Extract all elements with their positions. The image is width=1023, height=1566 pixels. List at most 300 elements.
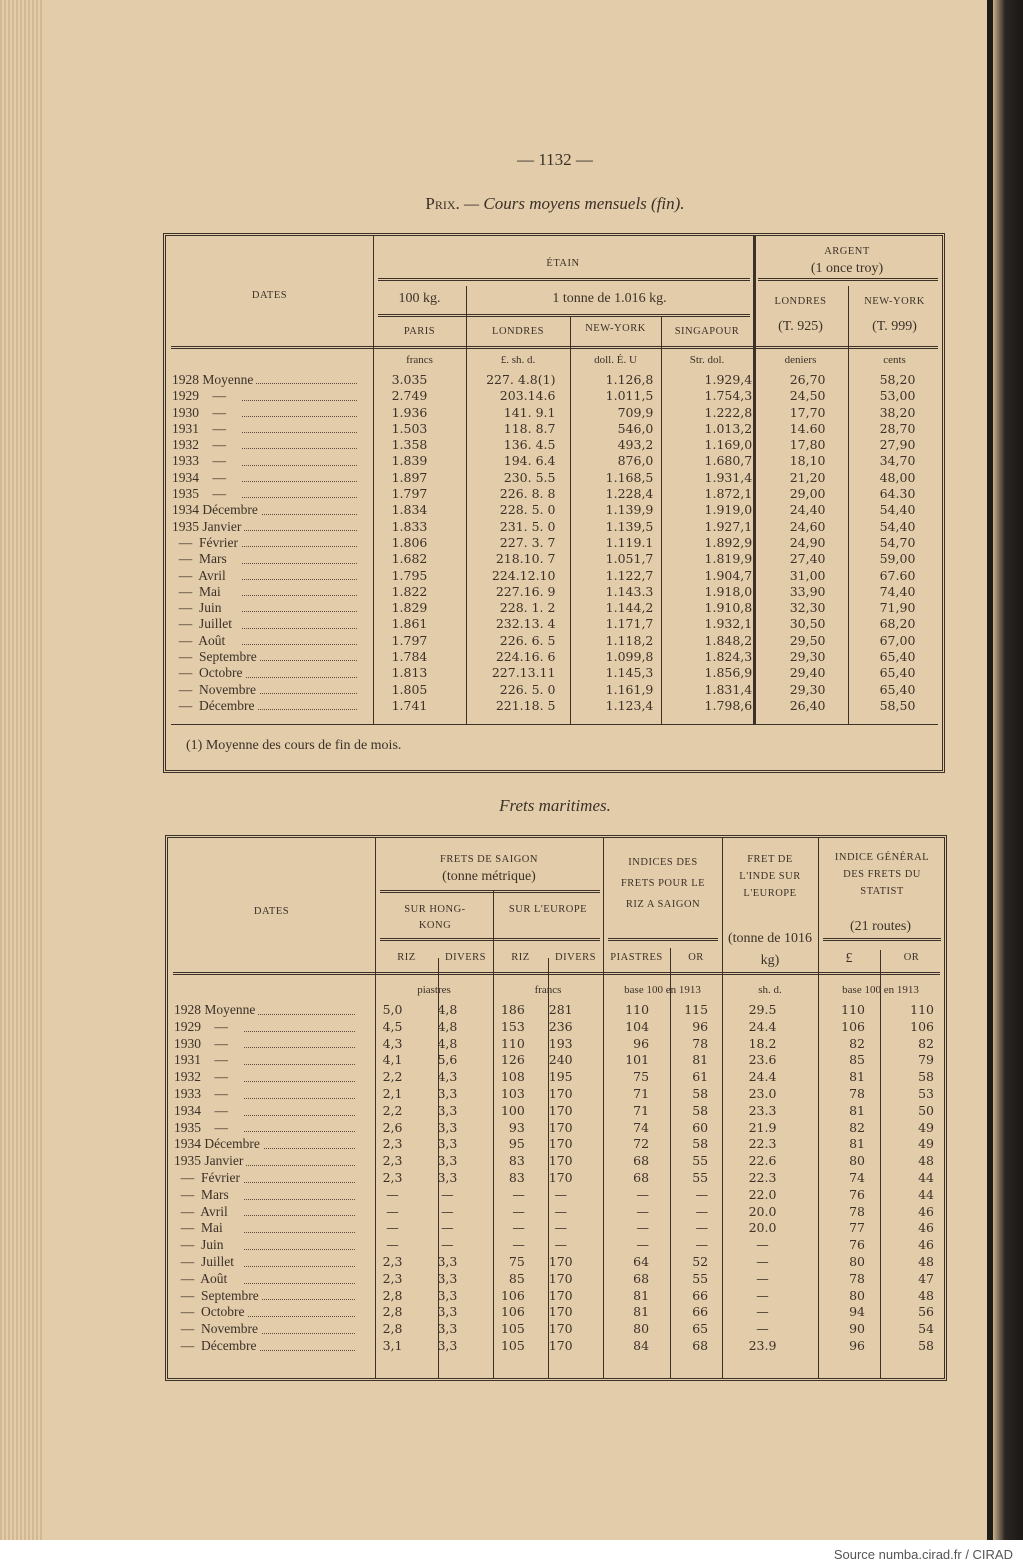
value-cell: 50 xyxy=(918,1102,934,1118)
table-row xyxy=(174,1271,944,1288)
table-row xyxy=(174,1120,944,1137)
table-row xyxy=(172,372,942,388)
date-cell xyxy=(174,1170,363,1187)
table-row xyxy=(172,633,942,649)
date-label: 1934 — xyxy=(174,1103,231,1118)
value-cell: 226. 8. 8 xyxy=(499,486,556,502)
value-cell: 118. 8.7 xyxy=(503,420,556,436)
header-ag-londres-titre: (T. 925) xyxy=(778,319,823,334)
table-row xyxy=(172,519,942,535)
value-cell: 94 xyxy=(849,1304,865,1320)
date-label: 1934 Décembre xyxy=(172,502,261,517)
header-newyork: NEW-YORK xyxy=(585,323,646,334)
value-cell: 100 xyxy=(500,1102,525,1118)
date-label: 1935 — xyxy=(174,1120,231,1135)
value-cell: 66 xyxy=(692,1287,709,1303)
table-row xyxy=(174,1069,944,1086)
value-cell: 227. 4.8(1) xyxy=(486,372,556,387)
table-row xyxy=(172,470,942,486)
value-cell: 1.839 xyxy=(391,453,428,469)
value-cell: 1.126,8 xyxy=(605,372,654,387)
value-cell: 49 xyxy=(918,1119,934,1135)
value-cell: 80 xyxy=(849,1287,865,1303)
value-cell: 110 xyxy=(500,1035,525,1051)
value-cell: 1.680,7 xyxy=(704,453,753,469)
value-cell: 60 xyxy=(692,1119,709,1135)
value-cell: 1.051,7 xyxy=(605,551,654,567)
date-cell xyxy=(172,568,365,584)
value-cell: 32,30 xyxy=(789,600,826,616)
value-cell: 58,20 xyxy=(879,372,916,387)
value-cell: 1.122,7 xyxy=(605,567,654,583)
value-cell: 4,8 xyxy=(437,1018,458,1034)
value-cell: 78 xyxy=(692,1035,709,1051)
section-title-frets: Frets maritimes. xyxy=(499,796,611,815)
value-cell: 281 xyxy=(548,1002,573,1017)
value-cell: 67.60 xyxy=(879,567,916,583)
date-cell xyxy=(174,1220,363,1237)
value-cell: 1.161,9 xyxy=(605,681,654,697)
date-label: 1934 — xyxy=(172,470,229,485)
value-cell: 193 xyxy=(548,1035,573,1051)
value-cell: 29,30 xyxy=(789,681,826,697)
value-cell: 170 xyxy=(548,1153,573,1169)
table-row xyxy=(174,1103,944,1120)
value-cell: — xyxy=(756,1237,769,1253)
value-cell: 1.139,5 xyxy=(605,518,654,534)
date-cell xyxy=(174,1052,363,1069)
value-cell: 68 xyxy=(633,1169,650,1185)
date-cell xyxy=(174,1271,363,1288)
value-cell: 71 xyxy=(633,1085,650,1101)
value-cell: 78 xyxy=(849,1203,865,1219)
value-cell: — xyxy=(695,1186,709,1202)
value-cell: 81 xyxy=(633,1304,650,1320)
value-cell: 110 xyxy=(910,1002,934,1017)
value-cell: 106 xyxy=(500,1304,525,1320)
table-row xyxy=(174,1153,944,1170)
value-cell: 104 xyxy=(625,1018,650,1034)
date-cell xyxy=(172,470,365,486)
value-cell: 709,9 xyxy=(617,404,654,420)
date-label: — Mai xyxy=(172,584,224,599)
unit-label: doll. É. U xyxy=(594,354,637,366)
value-cell: 1.741 xyxy=(391,697,428,713)
date-cell xyxy=(174,1086,363,1103)
value-cell: 84 xyxy=(633,1337,650,1353)
value-cell: 218.10. 7 xyxy=(495,551,556,567)
value-cell: 46 xyxy=(918,1203,934,1219)
header-ag-londres: LONDRES xyxy=(774,296,827,307)
value-cell: — xyxy=(695,1203,709,1219)
value-cell: 64 xyxy=(633,1253,650,1269)
value-cell: 22.6 xyxy=(748,1153,777,1169)
unit-sh-d: sh. d. xyxy=(758,984,782,996)
value-cell: 876,0 xyxy=(617,453,654,469)
value-cell: 18,10 xyxy=(789,453,826,469)
value-cell: 4,1 xyxy=(382,1052,403,1068)
value-cell: 1.904,7 xyxy=(704,567,753,583)
value-cell: 3,3 xyxy=(437,1102,458,1118)
value-cell: 59,00 xyxy=(879,551,916,567)
value-cell: 53 xyxy=(918,1085,934,1101)
value-cell: 58 xyxy=(918,1069,934,1085)
value-cell: 1.910,8 xyxy=(704,600,753,616)
table-row xyxy=(174,1170,944,1187)
value-cell: 141. 9.1 xyxy=(503,404,556,420)
frets-table xyxy=(165,835,947,1381)
value-cell: 170 xyxy=(548,1085,573,1101)
value-cell: — xyxy=(386,1220,399,1236)
header-eu-riz: RIZ xyxy=(511,952,530,963)
value-cell: 3,3 xyxy=(437,1270,458,1286)
date-label: — Juillet xyxy=(174,1254,237,1269)
value-cell: — xyxy=(512,1186,525,1202)
value-cell: 106 xyxy=(910,1018,934,1034)
value-cell: 493,2 xyxy=(617,437,654,453)
value-cell: — xyxy=(554,1220,567,1236)
date-label: — Avril xyxy=(172,568,229,583)
value-cell: 226. 6. 5 xyxy=(499,632,556,648)
value-cell: 27,90 xyxy=(879,437,916,453)
unit-label: francs xyxy=(406,354,433,366)
value-cell: 1.099,8 xyxy=(605,649,654,665)
value-cell: — xyxy=(756,1253,769,1269)
header-fret-inde-unit: (tonne de 1016 kg) xyxy=(728,931,812,968)
date-cell xyxy=(174,1237,363,1254)
value-cell: 126 xyxy=(500,1052,525,1068)
value-cell: 1.824,3 xyxy=(704,649,753,665)
date-cell xyxy=(174,1187,363,1204)
value-cell: 24.4 xyxy=(748,1018,777,1034)
value-cell: 3,3 xyxy=(437,1119,458,1135)
table-row xyxy=(174,1019,944,1036)
date-label: 1932 — xyxy=(172,437,229,452)
table-row xyxy=(174,1052,944,1069)
value-cell: 65,40 xyxy=(879,681,916,697)
value-cell: 170 xyxy=(548,1169,573,1185)
value-cell: — xyxy=(554,1186,567,1202)
header-hong-kong: SUR HONG-KONG xyxy=(404,904,466,932)
value-cell: 54 xyxy=(918,1321,934,1337)
value-cell: 29,00 xyxy=(789,486,826,502)
value-cell: 82 xyxy=(849,1119,865,1135)
date-cell xyxy=(172,519,365,535)
unit-label: Str. dol. xyxy=(689,354,725,366)
value-cell: 2,2 xyxy=(382,1069,403,1085)
value-cell: 1.795 xyxy=(391,567,428,583)
value-cell: 2,8 xyxy=(382,1287,403,1303)
value-cell: 1.013,2 xyxy=(704,420,753,436)
value-cell: 48 xyxy=(918,1153,934,1169)
value-cell: — xyxy=(636,1237,650,1253)
header-indices: INDICES DES FRETS POUR LE RIZ A SAIGON xyxy=(620,857,706,910)
date-label: — Décembre xyxy=(172,698,257,713)
value-cell: 27,40 xyxy=(789,551,826,567)
value-cell: 20.0 xyxy=(748,1203,777,1219)
value-cell: 110 xyxy=(841,1002,865,1017)
date-label: 1930 — xyxy=(174,1036,231,1051)
value-cell: — xyxy=(695,1237,709,1253)
value-cell: 1.918,0 xyxy=(704,583,753,599)
title-prefix: Prix. xyxy=(425,194,460,213)
date-label: 1935 Janvier xyxy=(172,519,244,534)
value-cell: 2,8 xyxy=(382,1321,403,1337)
value-cell: 55 xyxy=(692,1270,709,1286)
value-cell: 1.927,1 xyxy=(704,518,753,534)
value-cell: 170 xyxy=(548,1304,573,1320)
value-cell: 228. 5. 0 xyxy=(499,502,556,518)
value-cell: 1.831,4 xyxy=(704,681,753,697)
value-cell: 20.0 xyxy=(748,1220,777,1236)
value-cell: 2,6 xyxy=(382,1119,403,1135)
value-cell: 1.119.1 xyxy=(605,534,654,550)
value-cell: 17,70 xyxy=(789,404,826,420)
value-cell: 61 xyxy=(692,1069,709,1085)
value-cell: 78 xyxy=(849,1270,865,1286)
value-cell: 1.754,3 xyxy=(704,388,753,404)
date-cell xyxy=(174,1103,363,1120)
unit-piastres: piastres xyxy=(417,984,451,996)
value-cell: — xyxy=(441,1220,454,1236)
value-cell: 77 xyxy=(849,1220,865,1236)
value-cell: 1.929,4 xyxy=(704,372,753,387)
value-cell: 82 xyxy=(918,1035,934,1051)
value-cell: 95 xyxy=(508,1136,525,1152)
value-cell: — xyxy=(386,1186,399,1202)
value-cell: 4,3 xyxy=(382,1035,403,1051)
date-cell xyxy=(174,1153,363,1170)
value-cell: 93 xyxy=(508,1119,525,1135)
value-cell: 46 xyxy=(918,1237,934,1253)
value-cell: 101 xyxy=(625,1052,650,1068)
value-cell: 1.011,5 xyxy=(605,388,654,404)
value-cell: — xyxy=(441,1186,454,1202)
value-cell: — xyxy=(386,1237,399,1253)
value-cell: 68 xyxy=(692,1337,709,1353)
value-cell: 3,3 xyxy=(437,1169,458,1185)
value-cell: 22.3 xyxy=(748,1136,777,1152)
date-label: — Mars xyxy=(172,551,230,566)
value-cell: 1.797 xyxy=(391,632,428,648)
value-cell: 1.171,7 xyxy=(605,616,654,632)
value-cell: 4,3 xyxy=(437,1069,458,1085)
value-cell: 96 xyxy=(692,1018,709,1034)
value-cell: — xyxy=(756,1287,769,1303)
table-row xyxy=(174,1254,944,1271)
date-cell xyxy=(174,1321,363,1338)
date-label: — Août xyxy=(174,1271,230,1286)
date-cell xyxy=(172,649,365,665)
table-row xyxy=(174,1036,944,1053)
unit-label: £. sh. d. xyxy=(500,354,536,366)
header-singapour: SINGAPOUR xyxy=(674,326,740,337)
value-cell: 44 xyxy=(918,1169,934,1185)
table-row xyxy=(172,698,942,714)
date-label: — Juin xyxy=(174,1237,227,1252)
value-cell: — xyxy=(636,1220,650,1236)
date-label: 1935 Janvier xyxy=(174,1153,246,1168)
value-cell: 4,5 xyxy=(382,1018,403,1034)
value-cell: 231. 5. 0 xyxy=(499,518,556,534)
value-cell: — xyxy=(386,1203,399,1219)
value-cell: 66 xyxy=(692,1304,709,1320)
value-cell: 2,3 xyxy=(382,1253,403,1269)
date-cell xyxy=(172,372,365,388)
date-cell xyxy=(174,1069,363,1086)
date-label: 1935 — xyxy=(172,486,229,501)
date-cell xyxy=(174,1036,363,1053)
value-cell: — xyxy=(756,1321,769,1337)
value-cell: 24,90 xyxy=(789,534,826,550)
table-row xyxy=(172,486,942,502)
table-row xyxy=(172,405,942,421)
table-row xyxy=(174,1237,944,1254)
value-cell: 195 xyxy=(548,1069,573,1085)
value-cell: 224.12.10 xyxy=(491,567,556,583)
value-cell: 53,00 xyxy=(879,388,916,404)
value-cell: 3.035 xyxy=(391,372,428,387)
value-cell: 29,30 xyxy=(789,649,826,665)
value-cell: 4,8 xyxy=(437,1002,458,1017)
value-cell: 1.919,0 xyxy=(704,502,753,518)
date-cell xyxy=(172,535,365,551)
value-cell: 71 xyxy=(633,1102,650,1118)
table-row xyxy=(174,1288,944,1305)
value-cell: 75 xyxy=(633,1069,650,1085)
value-cell: 1.222,8 xyxy=(704,404,753,420)
value-cell: 3,3 xyxy=(437,1153,458,1169)
table-row xyxy=(174,1086,944,1103)
table-row xyxy=(172,682,942,698)
value-cell: 90 xyxy=(849,1321,865,1337)
value-cell: — xyxy=(441,1237,454,1253)
value-cell: 81 xyxy=(633,1287,650,1303)
value-cell: 1.798,6 xyxy=(704,697,753,713)
value-cell: 82 xyxy=(849,1035,865,1051)
date-label: — Septembre xyxy=(172,649,260,664)
date-label: — Février xyxy=(172,535,241,550)
value-cell: 170 xyxy=(548,1287,573,1303)
unit-label: deniers xyxy=(784,354,817,366)
date-label: 1931 — xyxy=(172,421,229,436)
date-label: — Août xyxy=(172,633,228,648)
value-cell: 72 xyxy=(633,1136,650,1152)
value-cell: 76 xyxy=(849,1186,865,1202)
date-cell xyxy=(174,1338,363,1355)
header-frets-saigon-unit: (tonne métrique) xyxy=(442,869,536,884)
value-cell: 1.892,9 xyxy=(704,534,753,550)
value-cell: 21.9 xyxy=(748,1119,777,1135)
value-cell: 1.169,0 xyxy=(704,437,753,453)
value-cell: 81 xyxy=(692,1052,709,1068)
date-cell xyxy=(172,502,365,518)
value-cell: 3,3 xyxy=(437,1304,458,1320)
date-cell xyxy=(172,421,365,437)
table-row xyxy=(174,1220,944,1237)
value-cell: 1.848,2 xyxy=(704,632,753,648)
value-cell: 1.145,3 xyxy=(605,665,654,681)
date-cell xyxy=(172,600,365,616)
value-cell: 1.118,2 xyxy=(605,632,654,648)
value-cell: 68,20 xyxy=(879,616,916,632)
value-cell: 1.861 xyxy=(391,616,428,632)
value-cell: 203.14.6 xyxy=(499,388,556,404)
unit-base-1913: base 100 en 1913 xyxy=(624,984,701,996)
date-label: — Juin xyxy=(172,600,225,615)
value-cell: 228. 1. 2 xyxy=(499,600,556,616)
date-label: 1928 Moyenne xyxy=(174,1002,258,1017)
table-row xyxy=(172,649,942,665)
date-cell xyxy=(172,388,365,404)
date-label: 1933 — xyxy=(174,1086,231,1101)
value-cell: 170 xyxy=(548,1102,573,1118)
value-cell: 170 xyxy=(548,1253,573,1269)
date-label: — Mars xyxy=(174,1187,232,1202)
table-row xyxy=(174,1204,944,1221)
table-row xyxy=(172,453,942,469)
date-cell xyxy=(172,551,365,567)
value-cell: 85 xyxy=(508,1270,525,1286)
header-ag-newyork: NEW-YORK xyxy=(864,296,925,307)
value-cell: 55 xyxy=(692,1153,709,1169)
value-cell: 5,6 xyxy=(437,1052,458,1068)
date-label: 1934 Décembre xyxy=(174,1136,263,1151)
value-cell: 83 xyxy=(508,1169,525,1185)
value-cell: 64.30 xyxy=(879,486,916,502)
value-cell: — xyxy=(756,1304,769,1320)
table-row xyxy=(174,1136,944,1153)
header-paris: PARIS xyxy=(403,326,436,337)
value-cell: 26,40 xyxy=(789,697,826,713)
value-cell: 1.872,1 xyxy=(704,486,753,502)
value-cell: 96 xyxy=(849,1337,865,1353)
value-cell: — xyxy=(441,1203,454,1219)
value-cell: 65,40 xyxy=(879,649,916,665)
table-row xyxy=(172,584,942,600)
value-cell: 227.16. 9 xyxy=(495,583,556,599)
header-indice-general-unit: (21 routes) xyxy=(849,919,912,934)
value-cell: 2,3 xyxy=(382,1270,403,1286)
value-cell: 18.2 xyxy=(748,1035,777,1051)
value-cell: — xyxy=(636,1186,650,1202)
value-cell: 3,3 xyxy=(437,1337,458,1353)
value-cell: 1.784 xyxy=(391,649,428,665)
date-cell xyxy=(172,698,365,714)
value-cell: 1.144,2 xyxy=(605,600,654,616)
value-cell: 29,50 xyxy=(789,632,826,648)
header-europe: SUR L'EUROPE xyxy=(508,904,588,915)
date-label: — Septembre xyxy=(174,1288,262,1303)
value-cell: 115 xyxy=(684,1002,709,1017)
date-cell xyxy=(174,1288,363,1305)
value-cell: 1.822 xyxy=(391,583,428,599)
header-pound: £ xyxy=(845,951,853,966)
value-cell: 2,3 xyxy=(382,1136,403,1152)
value-cell: 78 xyxy=(849,1085,865,1101)
value-cell: 1.168,5 xyxy=(605,469,654,485)
value-cell: 80 xyxy=(849,1153,865,1169)
value-cell: 153 xyxy=(500,1018,525,1034)
value-cell: 3,3 xyxy=(437,1253,458,1269)
value-cell: 1.123,4 xyxy=(605,697,654,713)
header-fret-inde: FRET DE L'INDE SUR L'EUROPE xyxy=(739,854,801,899)
date-label: 1931 — xyxy=(174,1052,231,1067)
value-cell: 23.9 xyxy=(748,1337,777,1353)
table-row xyxy=(172,600,942,616)
value-cell: 170 xyxy=(548,1337,573,1353)
value-cell: 48 xyxy=(918,1253,934,1269)
